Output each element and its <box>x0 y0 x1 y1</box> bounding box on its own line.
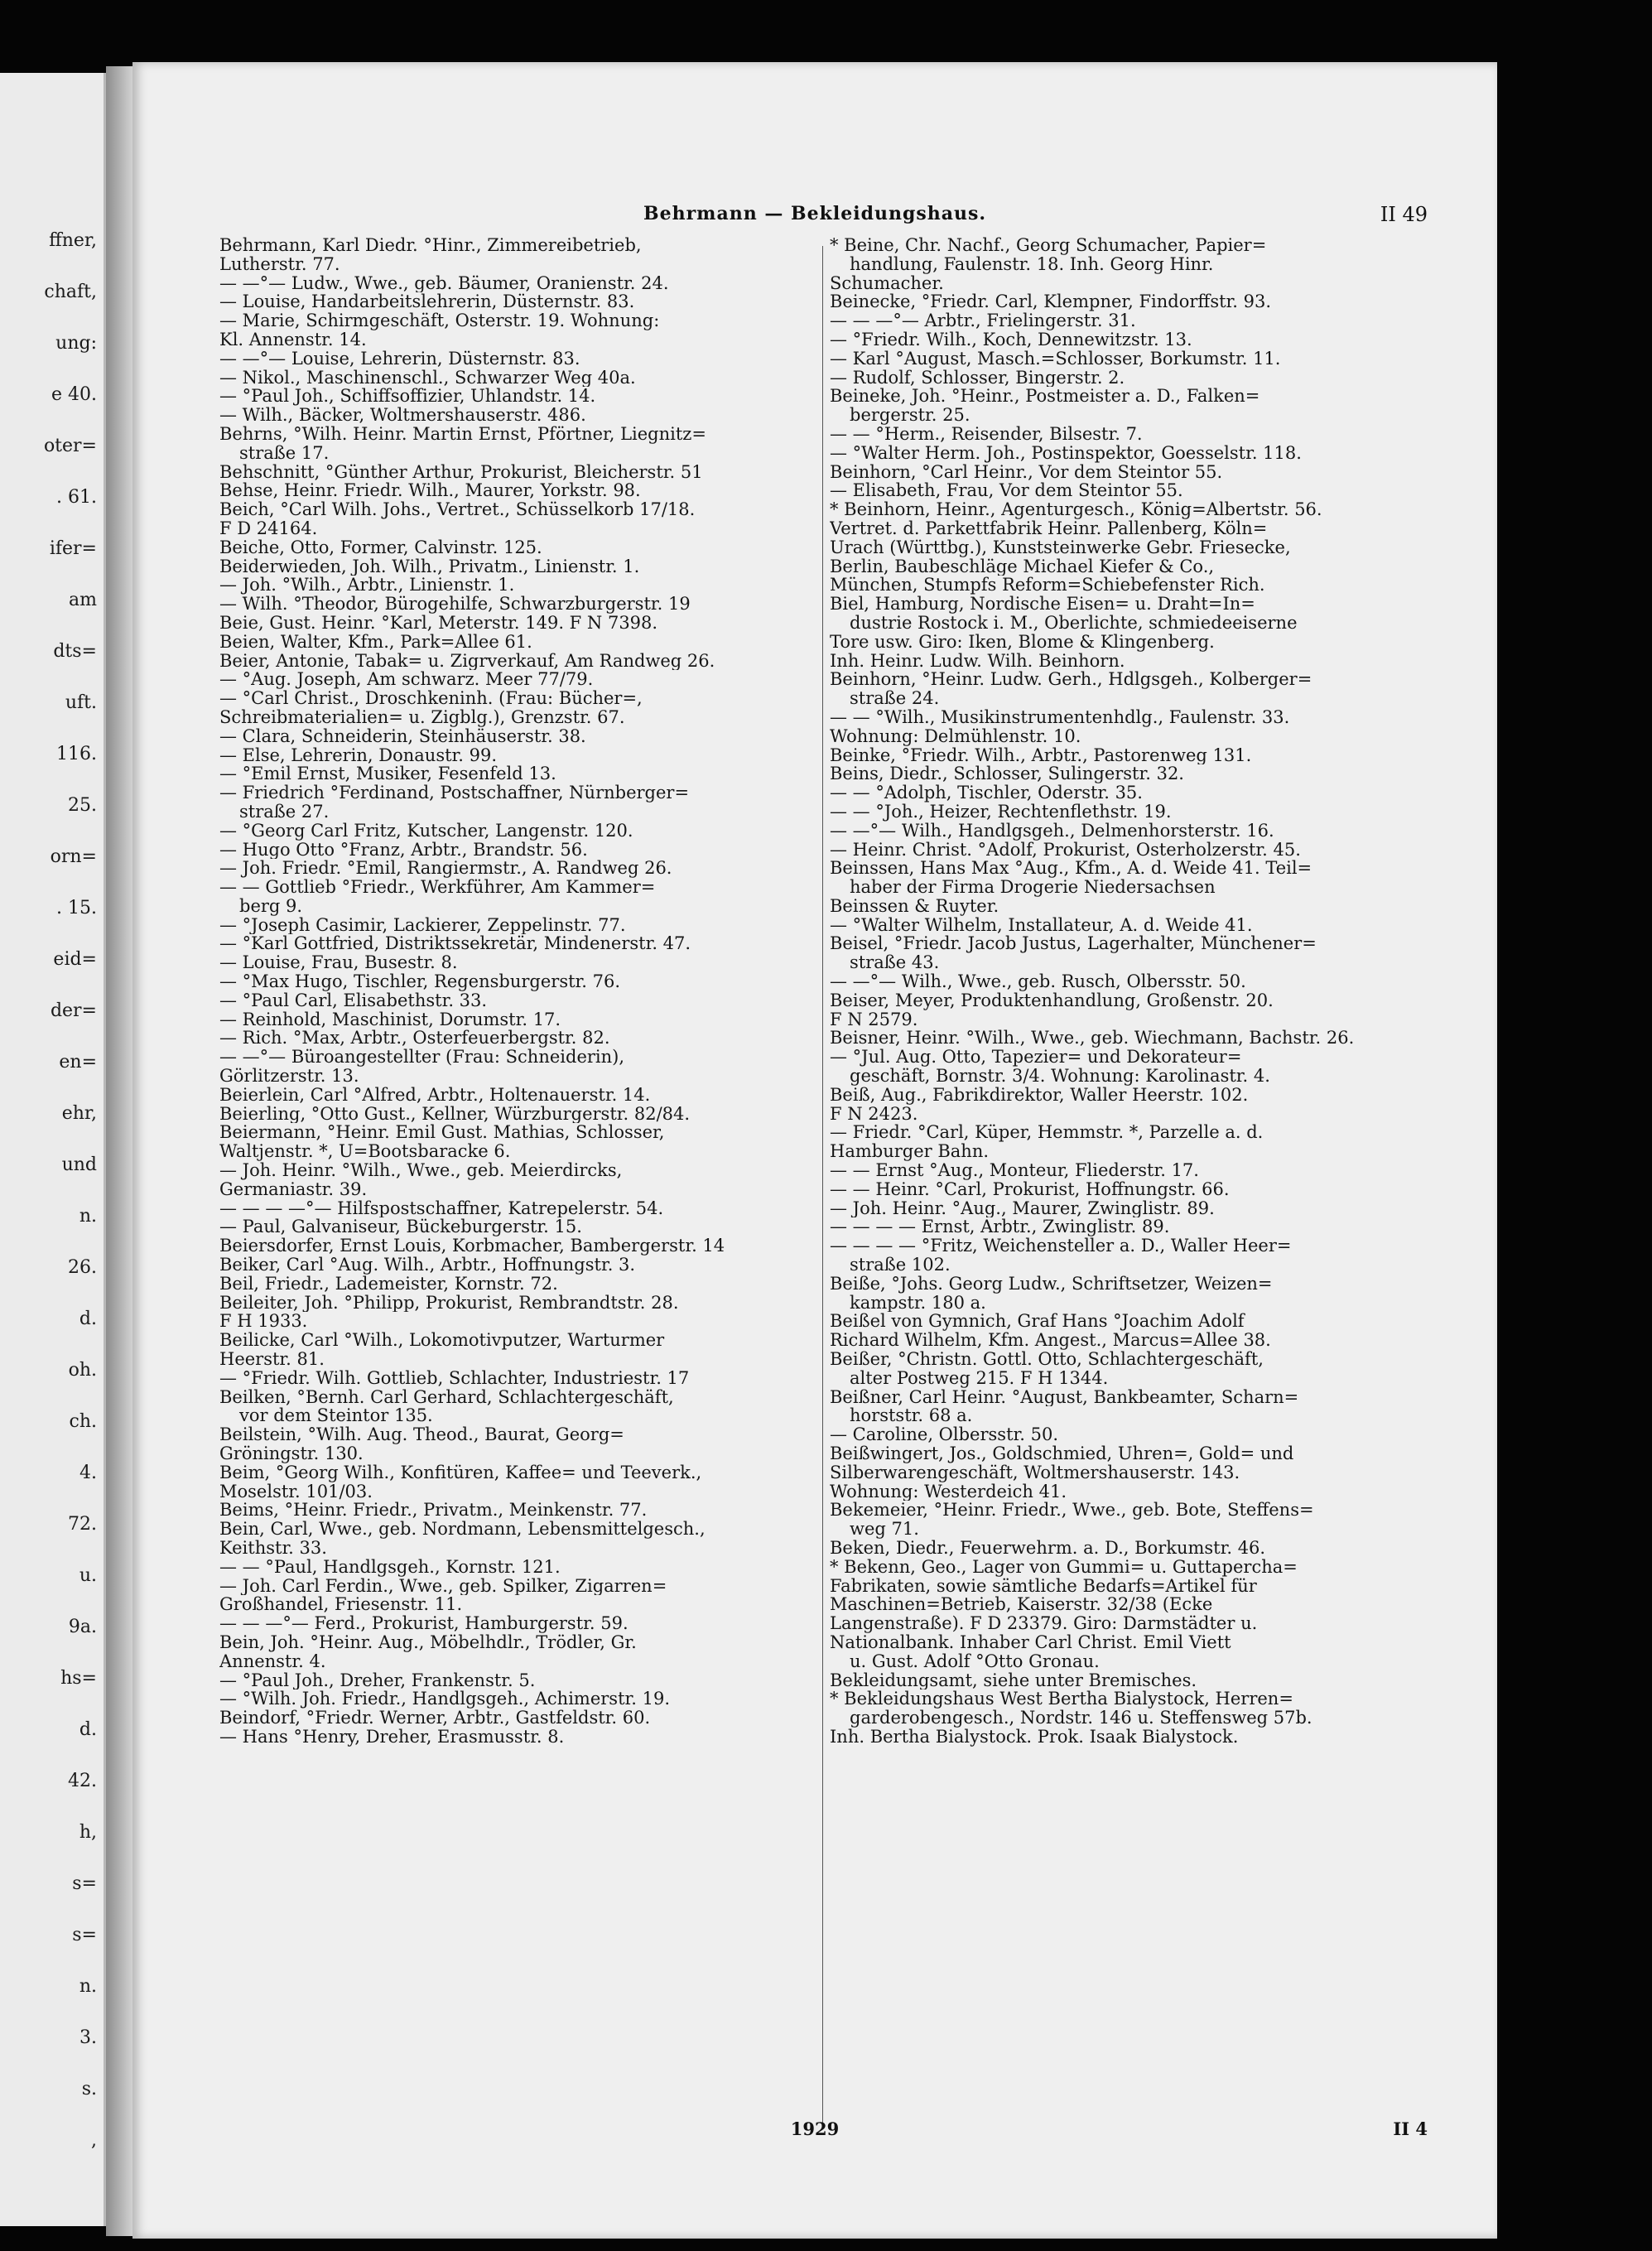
directory-entry-line: straße 24. <box>850 689 940 708</box>
directory-entry-line: Beiermann, °Heinr. Emil Gust. Mathias, Schlosser, <box>219 1123 665 1143</box>
directory-entry-line: — — Ernst °Aug., Monteur, Fliederstr. 17. <box>830 1161 1199 1180</box>
directory-entry-line: Inh. Bertha Bialystock. Prok. Isaak Bialystock. <box>830 1727 1239 1747</box>
column-divider <box>822 246 823 2126</box>
left-page-fragment: ung: <box>55 333 97 354</box>
left-page-fragment: 4. <box>79 1463 97 1483</box>
directory-entry-line: Beich, °Carl Wilh. Johs., Vertret., Schüsselkorb 17/18. <box>219 500 696 519</box>
directory-entry-line: Beißner, Carl Heinr. °August, Bankbeamter, Scharn= <box>830 1387 1299 1407</box>
left-page-fragment: am <box>69 590 97 610</box>
left-page-fragment: s= <box>72 1925 97 1945</box>
directory-entry-line: — — —°— Arbtr., Frielingerstr. 31. <box>830 311 1136 330</box>
directory-entry-line: straße 27. <box>239 802 330 822</box>
left-page-fragment: , <box>91 2130 97 2151</box>
left-page-fragment: 72. <box>68 1514 97 1535</box>
directory-entry-line: Gröningstr. 130. <box>219 1444 364 1463</box>
page-header <box>132 203 1497 236</box>
directory-entry-line: — Joh. Heinr. °Aug., Maurer, Zwinglistr. 89. <box>830 1198 1215 1218</box>
directory-entry-line: — °Walter Herm. Joh., Postinspektor, Goesselstr. 118. <box>830 443 1302 463</box>
directory-entry-line: Behrns, °Wilh. Heinr. Martin Ernst, Pförtner, Liegnitz= <box>219 424 706 444</box>
directory-entry-line: — Rich. °Max, Arbtr., Osterfeuerbergstr. 82. <box>219 1029 610 1048</box>
left-page-fragment: u. <box>79 1565 97 1586</box>
directory-entry-line: Beie, Gust. Heinr. °Karl, Meterstr. 149. F N 7398. <box>219 613 658 633</box>
directory-entry-line: Moselstr. 101/03. <box>219 1482 373 1501</box>
directory-entry-line: — °Friedr. Wilh., Koch, Dennewitzstr. 13. <box>830 330 1192 349</box>
directory-entry-line: * Bekenn, Geo., Lager von Gummi= u. Guttapercha= <box>830 1557 1298 1577</box>
directory-entry-line: Beien, Walter, Kfm., Park=Allee 61. <box>219 632 532 652</box>
directory-entry-line: — —°— Louise, Lehrerin, Düsternstr. 83. <box>219 349 580 369</box>
directory-entry-line: * Beine, Chr. Nachf., Georg Schumacher, Papier= <box>830 236 1267 255</box>
left-page-fragment: dts= <box>53 641 97 662</box>
directory-entry-line: Biel, Hamburg, Nordische Eisen= u. Draht=In= <box>830 595 1255 614</box>
left-page-fragment: ch. <box>69 1411 97 1432</box>
directory-entry-line: Lutherstr. 77. <box>219 254 340 274</box>
directory-entry-line: Beisel, °Friedr. Jacob Justus, Lagerhalter, Münchener= <box>830 934 1317 954</box>
page-number: II 49 <box>1380 203 1428 226</box>
directory-entry-line: Schreibmaterialien= u. Zigblg.), Grenzstr. 67. <box>219 707 625 727</box>
directory-entry-line: Germaniastr. 39. <box>219 1179 368 1199</box>
directory-entry-line: Beißwingert, Jos., Goldschmied, Uhren=, Gold= und <box>830 1444 1294 1463</box>
directory-entry-line: — Heinr. Christ. °Adolf, Prokurist, Osterholzerstr. 45. <box>830 840 1301 860</box>
directory-entry-line: Beiser, Meyer, Produktenhandlung, Großenstr. 20. <box>830 991 1274 1010</box>
directory-entry-line: — — °Adolph, Tischler, Oderstr. 35. <box>830 783 1143 803</box>
directory-entry-line: Beiße, °Johs. Georg Ludw., Schriftsetzer, Weizen= <box>830 1274 1273 1294</box>
directory-entry-line: F D 24164. <box>219 518 318 538</box>
directory-entry-line: Beiker, Carl °Aug. Wilh., Arbtr., Hoffnungstr. 3. <box>219 1256 636 1275</box>
directory-entry-line: haber der Firma Drogerie Niedersachsen <box>850 878 1216 897</box>
directory-entry-line: Waltjenstr. *, U=Bootsbaracke 6. <box>219 1142 511 1162</box>
footer-signature: II 4 <box>1393 2118 1428 2139</box>
left-page-fragment: ehr, <box>61 1103 97 1124</box>
left-page-fragment: n. <box>79 1206 97 1227</box>
directory-entry-line: — °Max Hugo, Tischler, Regensburgerstr. 76. <box>219 972 621 991</box>
directory-entry-line: — Rudolf, Schlosser, Bingerstr. 2. <box>830 368 1125 388</box>
left-page-edge <box>0 73 106 2226</box>
directory-entry-line: — °Paul Joh., Schiffsoffizier, Uhlandstr. 14. <box>219 387 596 407</box>
left-page-fragment: n. <box>79 1976 97 1997</box>
left-page-fragment: und <box>61 1154 97 1175</box>
directory-entry-line: * Bekleidungshaus West Bertha Bialystock, Herren= <box>830 1689 1293 1709</box>
directory-entry-line: Langenstraße). F D 23379. Giro: Darmstädter u. <box>830 1614 1258 1633</box>
directory-entry-line: München, Stumpfs Reform=Schiebefenster Rich. <box>830 576 1265 595</box>
left-page-fragment: hs= <box>60 1668 97 1689</box>
directory-entry-line: Beinhorn, °Carl Heinr., Vor dem Steintor 55. <box>830 462 1223 482</box>
left-page-fragment: ffner, <box>49 230 97 251</box>
directory-entry-line: Beindorf, °Friedr. Werner, Arbtr., Gastfeldstr. 60. <box>219 1709 651 1728</box>
directory-entry-line: — — —°— Ferd., Prokurist, Hamburgerstr. 59. <box>219 1614 629 1633</box>
directory-entry-line: — °Jul. Aug. Otto, Tapezier= und Dekorateur= <box>830 1048 1242 1068</box>
directory-entry-line: — —°— Ludw., Wwe., geb. Bäumer, Oranienstr. 24. <box>219 273 669 293</box>
directory-entry-line: Beinke, °Friedr. Wilh., Arbtr., Pastorenweg 131. <box>830 745 1252 765</box>
directory-entry-line: Fabrikaten, sowie sämtliche Bedarfs=Artikel für <box>830 1576 1257 1596</box>
directory-entry-line: Beim, °Georg Wilh., Konfitüren, Kaffee= und Teeverk., <box>219 1463 702 1482</box>
directory-entry-line: — — — — °Fritz, Weichensteller a. D., Waller Heer= <box>830 1236 1292 1256</box>
book-gutter <box>106 66 134 2236</box>
directory-entry-line: — —°— Büroangestellter (Frau: Schneiderin), <box>219 1048 625 1068</box>
directory-entry-line: Görlitzerstr. 13. <box>219 1067 359 1086</box>
directory-entry-line: vor dem Steintor 135. <box>239 1406 433 1426</box>
left-page-fragment: 26. <box>68 1257 97 1278</box>
directory-entry-line: bergerstr. 25. <box>850 406 970 425</box>
left-page-fragment: uft. <box>65 692 97 713</box>
directory-entry-line: geschäft, Bornstr. 3/4. Wohnung: Karolinastr. 4. <box>850 1067 1270 1086</box>
directory-entry-line: Hamburger Bahn. <box>830 1142 990 1162</box>
directory-entry-line: Annenstr. 4. <box>219 1651 326 1671</box>
directory-entry-line: Wohnung: Westerdeich 41. <box>830 1482 1067 1501</box>
left-page-fragment: oter= <box>43 436 97 456</box>
directory-entry-line: — Louise, Frau, Busestr. 8. <box>219 953 458 973</box>
directory-entry-line: handlung, Faulenstr. 18. Inh. Georg Hinr. <box>850 254 1214 274</box>
directory-entry-line: — Friedr. °Carl, Küper, Hemmstr. *, Parzelle a. d. <box>830 1123 1264 1143</box>
left-page-fragment: oh. <box>68 1360 97 1381</box>
directory-entry-line: Schumacher. <box>830 273 944 293</box>
directory-entry-line: — Hugo Otto °Franz, Arbtr., Brandstr. 56. <box>219 840 588 860</box>
directory-entry-line: straße 102. <box>850 1256 951 1275</box>
directory-entry-line: Beil, Friedr., Lademeister, Kornstr. 72. <box>219 1274 558 1294</box>
directory-entry-line: Beisner, Heinr. °Wilh., Wwe., geb. Wiechmann, Bachstr. 26. <box>830 1029 1355 1048</box>
directory-entry-line: Richard Wilhelm, Kfm. Angest., Marcus=Allee 38. <box>830 1331 1271 1351</box>
directory-entry-line: weg 71. <box>850 1520 919 1539</box>
directory-entry-line: Berlin, Baubeschläge Michael Kiefer & Co., <box>830 557 1215 576</box>
directory-entry-line: — Joh. Friedr. °Emil, Rangiermstr., A. Randweg 26. <box>219 859 672 879</box>
directory-entry-line: — — °Paul, Handlgsgeh., Kornstr. 121. <box>219 1557 561 1577</box>
directory-entry-line: — Karl °August, Masch.=Schlosser, Borkumstr. 11. <box>830 349 1281 369</box>
directory-entry-line: Inh. Heinr. Ludw. Wilh. Beinhorn. <box>830 651 1125 671</box>
left-page-fragment: e 40. <box>51 384 97 405</box>
directory-entry-line: berg 9. <box>239 896 303 916</box>
directory-entry-line: — °Paul Joh., Dreher, Frankenstr. 5. <box>219 1670 536 1690</box>
left-page-fragment: d. <box>79 1309 97 1329</box>
directory-entry-line: — °Wilh. Joh. Friedr., Handlgsgeh., Achimerstr. 19. <box>219 1689 670 1709</box>
directory-entry-line: * Beinhorn, Heinr., Agenturgesch., König=Albertstr. 56. <box>830 500 1322 519</box>
directory-entry-line: Bein, Joh. °Heinr. Aug., Möbelhdlr., Trödler, Gr. <box>219 1632 637 1652</box>
directory-entry-line: — °Carl Christ., Droschkeninh. (Frau: Bücher=, <box>219 689 643 708</box>
directory-entry-line: F N 2423. <box>830 1104 918 1124</box>
directory-entry-line: Heerstr. 81. <box>219 1350 325 1369</box>
left-page-fragment: orn= <box>50 846 97 867</box>
directory-entry-line: Beiß, Aug., Fabrikdirektor, Waller Heerstr. 102. <box>830 1085 1249 1105</box>
directory-entry-line: — Marie, Schirmgeschäft, Osterstr. 19. Wohnung: <box>219 311 660 330</box>
directory-entry-line: Wohnung: Delmühlenstr. 10. <box>830 726 1081 746</box>
directory-entry-line: — °Emil Ernst, Musiker, Fesenfeld 13. <box>219 764 556 784</box>
left-page-fragment: der= <box>50 1000 97 1021</box>
left-page-fragment: 116. <box>56 744 97 764</box>
directory-entry-line: — °Paul Carl, Elisabethstr. 33. <box>219 991 488 1010</box>
directory-entry-line: — Joh. Heinr. °Wilh., Wwe., geb. Meierdircks, <box>219 1161 623 1180</box>
directory-entry-line: Behrmann, Karl Diedr. °Hinr., Zimmereibetrieb, <box>219 236 642 255</box>
directory-entry-line: — — Gottlieb °Friedr., Werkführer, Am Kammer= <box>219 878 656 897</box>
left-page-fragment: 3. <box>79 2027 97 2048</box>
directory-entry-line: — Elisabeth, Frau, Vor dem Steintor 55. <box>830 481 1183 501</box>
directory-entry-line: Beiderwieden, Joh. Wilh., Privatm., Linienstr. 1. <box>219 557 640 576</box>
directory-entry-line: — Paul, Galvaniseur, Bückeburgerstr. 15. <box>219 1217 582 1237</box>
directory-entry-line: Vertret. d. Parkettfabrik Heinr. Pallenberg, Köln= <box>830 518 1268 538</box>
directory-entry-line: — °Aug. Joseph, Am schwarz. Meer 77/79. <box>219 670 594 690</box>
directory-entry-line: — °Joseph Casimir, Lackierer, Zeppelinstr. 77. <box>219 915 626 935</box>
directory-entry-line: — °Friedr. Wilh. Gottlieb, Schlachter, Industriestr. 17 <box>219 1368 690 1388</box>
left-page-fragment: 9a. <box>68 1617 97 1637</box>
left-column <box>219 236 816 1747</box>
directory-entry-line: — Hans °Henry, Dreher, Erasmusstr. 8. <box>219 1727 565 1747</box>
directory-entry-line: Beinhorn, °Heinr. Ludw. Gerh., Hdlgsgeh., Kolberger= <box>830 670 1312 690</box>
directory-entry-line: Beinssen & Ruyter. <box>830 896 999 916</box>
directory-entry-line: Bekleidungsamt, siehe unter Bremisches. <box>830 1670 1197 1690</box>
left-page-fragment: eid= <box>53 949 97 970</box>
directory-entry-line: — Wilh. °Theodor, Bürogehilfe, Schwarzburgerstr. 19 <box>219 595 691 614</box>
left-page-fragment: 42. <box>68 1771 97 1791</box>
left-page-fragment: chaft, <box>44 282 97 302</box>
directory-entry-line: Maschinen=Betrieb, Kaiserstr. 32/38 (Ecke <box>830 1595 1213 1615</box>
directory-entry-line: — Friedrich °Ferdinand, Postschaffner, Nürnberger= <box>219 783 690 803</box>
directory-entry-line: — °Georg Carl Fritz, Kutscher, Langenstr. 120. <box>219 821 633 841</box>
directory-entry-line: Großhandel, Friesenstr. 11. <box>219 1595 463 1615</box>
directory-entry-line: — °Karl Gottfried, Distriktssekretär, Mindenerstr. 47. <box>219 934 691 954</box>
directory-entry-line: Beilken, °Bernh. Carl Gerhard, Schlachtergeschäft, <box>219 1387 674 1407</box>
directory-entry-line: Behse, Heinr. Friedr. Wilh., Maurer, Yorkstr. 98. <box>219 481 641 501</box>
directory-entry-line: Kl. Annenstr. 14. <box>219 330 367 349</box>
directory-entry-line: — Wilh., Bäcker, Woltmershauserstr. 486. <box>219 406 586 425</box>
directory-entry-line: Beißer, °Christn. Gottl. Otto, Schlachtergeschäft, <box>830 1350 1264 1369</box>
directory-entry-line: — Louise, Handarbeitslehrerin, Düsternstr. 83. <box>219 292 635 312</box>
directory-entry-line: straße 43. <box>850 953 940 973</box>
directory-entry-line: — — °Herm., Reisender, Bilsestr. 7. <box>830 424 1143 444</box>
directory-entry-line: — —°— Wilh., Wwe., geb. Rusch, Olbersstr. 50. <box>830 972 1246 991</box>
left-page-fragment: . 15. <box>56 898 97 918</box>
left-page-fragment: h, <box>79 1822 97 1843</box>
directory-entry-line: — Nikol., Maschinenschl., Schwarzer Weg 40a. <box>219 368 636 388</box>
directory-entry-line: — Clara, Schneiderin, Steinhäuserstr. 38. <box>219 726 586 746</box>
directory-entry-line: — —°— Wilh., Handlgsgeh., Delmenhorsterstr. 16. <box>830 821 1274 841</box>
left-page-fragment: s. <box>81 2079 97 2099</box>
directory-entry-line: Beken, Diedr., Feuerwehrm. a. D., Borkumstr. 46. <box>830 1538 1266 1558</box>
directory-entry-line: Beier, Antonie, Tabak= u. Zigrverkauf, Am Randweg 26. <box>219 651 715 671</box>
directory-entry-line: Beims, °Heinr. Friedr., Privatm., Meinkenstr. 77. <box>219 1501 648 1521</box>
directory-entry-line: Silberwarengeschäft, Woltmershauserstr. 143. <box>830 1463 1240 1482</box>
running-head: Behrmann — Bekleidungshaus. <box>643 203 986 224</box>
directory-entry-line: straße 17. <box>239 443 330 463</box>
directory-entry-line: Bein, Carl, Wwe., geb. Nordmann, Lebensmittelgesch., <box>219 1520 706 1539</box>
directory-entry-line: kampstr. 180 a. <box>850 1293 986 1313</box>
directory-entry-line: Beierling, °Otto Gust., Kellner, Würzburgerstr. 82/84. <box>219 1104 691 1124</box>
directory-entry-line: — °Walter Wilhelm, Installateur, A. d. Weide 41. <box>830 915 1253 935</box>
directory-entry-line: Beilicke, Carl °Wilh., Lokomotivputzer, Warturmer <box>219 1331 665 1351</box>
directory-entry-line: Nationalbank. Inhaber Carl Christ. Emil Viett <box>830 1632 1231 1652</box>
left-page-fragment: d. <box>79 1719 97 1740</box>
directory-entry-line: — — °Wilh., Musikinstrumentenhdlg., Faulenstr. 33. <box>830 707 1290 727</box>
directory-entry-line: Beineke, Joh. °Heinr., Postmeister a. D., Falken= <box>830 387 1260 407</box>
directory-entry-line: Behschnitt, °Günther Arthur, Prokurist, Bleicherstr. 51 <box>219 462 703 482</box>
right-column <box>830 236 1426 1747</box>
directory-entry-line: Beilstein, °Wilh. Aug. Theod., Baurat, Georg= <box>219 1425 624 1444</box>
directory-entry-line: — Reinhold, Maschinist, Dorumstr. 17. <box>219 1010 561 1029</box>
directory-entry-line: — Joh. Carl Ferdin., Wwe., geb. Spilker, Zigarren= <box>219 1576 667 1596</box>
directory-entry-line: horststr. 68 a. <box>850 1406 973 1426</box>
directory-entry-line: — — Heinr. °Carl, Prokurist, Hoffnungstr. 66. <box>830 1179 1230 1199</box>
directory-entry-line: — — — —°— Hilfspostschaffner, Katrepelerstr. 54. <box>219 1198 664 1218</box>
directory-entry-line: u. Gust. Adolf °Otto Gronau. <box>850 1651 1100 1671</box>
directory-entry-line: F N 2579. <box>830 1010 918 1029</box>
directory-entry-line: Beiersdorfer, Ernst Louis, Korbmacher, Bambergerstr. 14 <box>219 1236 725 1256</box>
footer-sheet-number: 1929 <box>790 2118 840 2139</box>
directory-entry-line: alter Postweg 215. F H 1344. <box>850 1368 1109 1388</box>
directory-entry-line: F H 1933. <box>219 1312 308 1332</box>
directory-entry-line: — Caroline, Olbersstr. 50. <box>830 1425 1058 1444</box>
left-page-fragment: 25. <box>68 795 97 816</box>
directory-entry-line: Beißel von Gymnich, Graf Hans °Joachim Adolf <box>830 1312 1245 1332</box>
directory-page <box>132 62 1497 2239</box>
directory-entry-line: Beiche, Otto, Former, Calvinstr. 125. <box>219 537 542 557</box>
left-page-fragment: s= <box>72 1873 97 1894</box>
directory-entry-line: — — — — Ernst, Arbtr., Zwinglistr. 89. <box>830 1217 1170 1237</box>
directory-entry-line: Beins, Diedr., Schlosser, Sulingerstr. 32. <box>830 764 1184 784</box>
directory-entry-line: — Joh. °Wilh., Arbtr., Linienstr. 1. <box>219 576 515 595</box>
directory-entry-line: — — °Joh., Heizer, Rechtenflethstr. 19. <box>830 802 1172 822</box>
directory-entry-line: Tore usw. Giro: Iken, Blome & Klingenberg. <box>830 632 1215 652</box>
directory-entry-line: Beinecke, °Friedr. Carl, Klempner, Findorffstr. 93. <box>830 292 1272 312</box>
directory-entry-line: Urach (Württbg.), Kunststeinwerke Gebr. Friesecke, <box>830 537 1291 557</box>
left-page-fragment: ifer= <box>49 538 97 559</box>
directory-entry-line: Beierlein, Carl °Alfred, Arbtr., Holtenauerstr. 14. <box>219 1085 651 1105</box>
directory-entry-line: Beinssen, Hans Max °Aug., Kfm., A. d. Weide 41. Teil= <box>830 859 1312 879</box>
left-page-fragment: . 61. <box>56 487 97 508</box>
directory-entry-line: Beileiter, Joh. °Philipp, Prokurist, Rembrandtstr. 28. <box>219 1293 679 1313</box>
left-page-fragment: en= <box>59 1052 97 1072</box>
directory-entry-line: Keithstr. 33. <box>219 1538 327 1558</box>
directory-entry-line: — Else, Lehrerin, Donaustr. 99. <box>219 745 498 765</box>
directory-entry-line: dustrie Rostock i. M., Oberlichte, schmiedeeiserne <box>850 613 1298 633</box>
directory-entry-line: garderobengesch., Nordstr. 146 u. Steffensweg 57b. <box>850 1709 1312 1728</box>
directory-entry-line: Bekemeier, °Heinr. Friedr., Wwe., geb. Bote, Steffens= <box>830 1501 1314 1521</box>
